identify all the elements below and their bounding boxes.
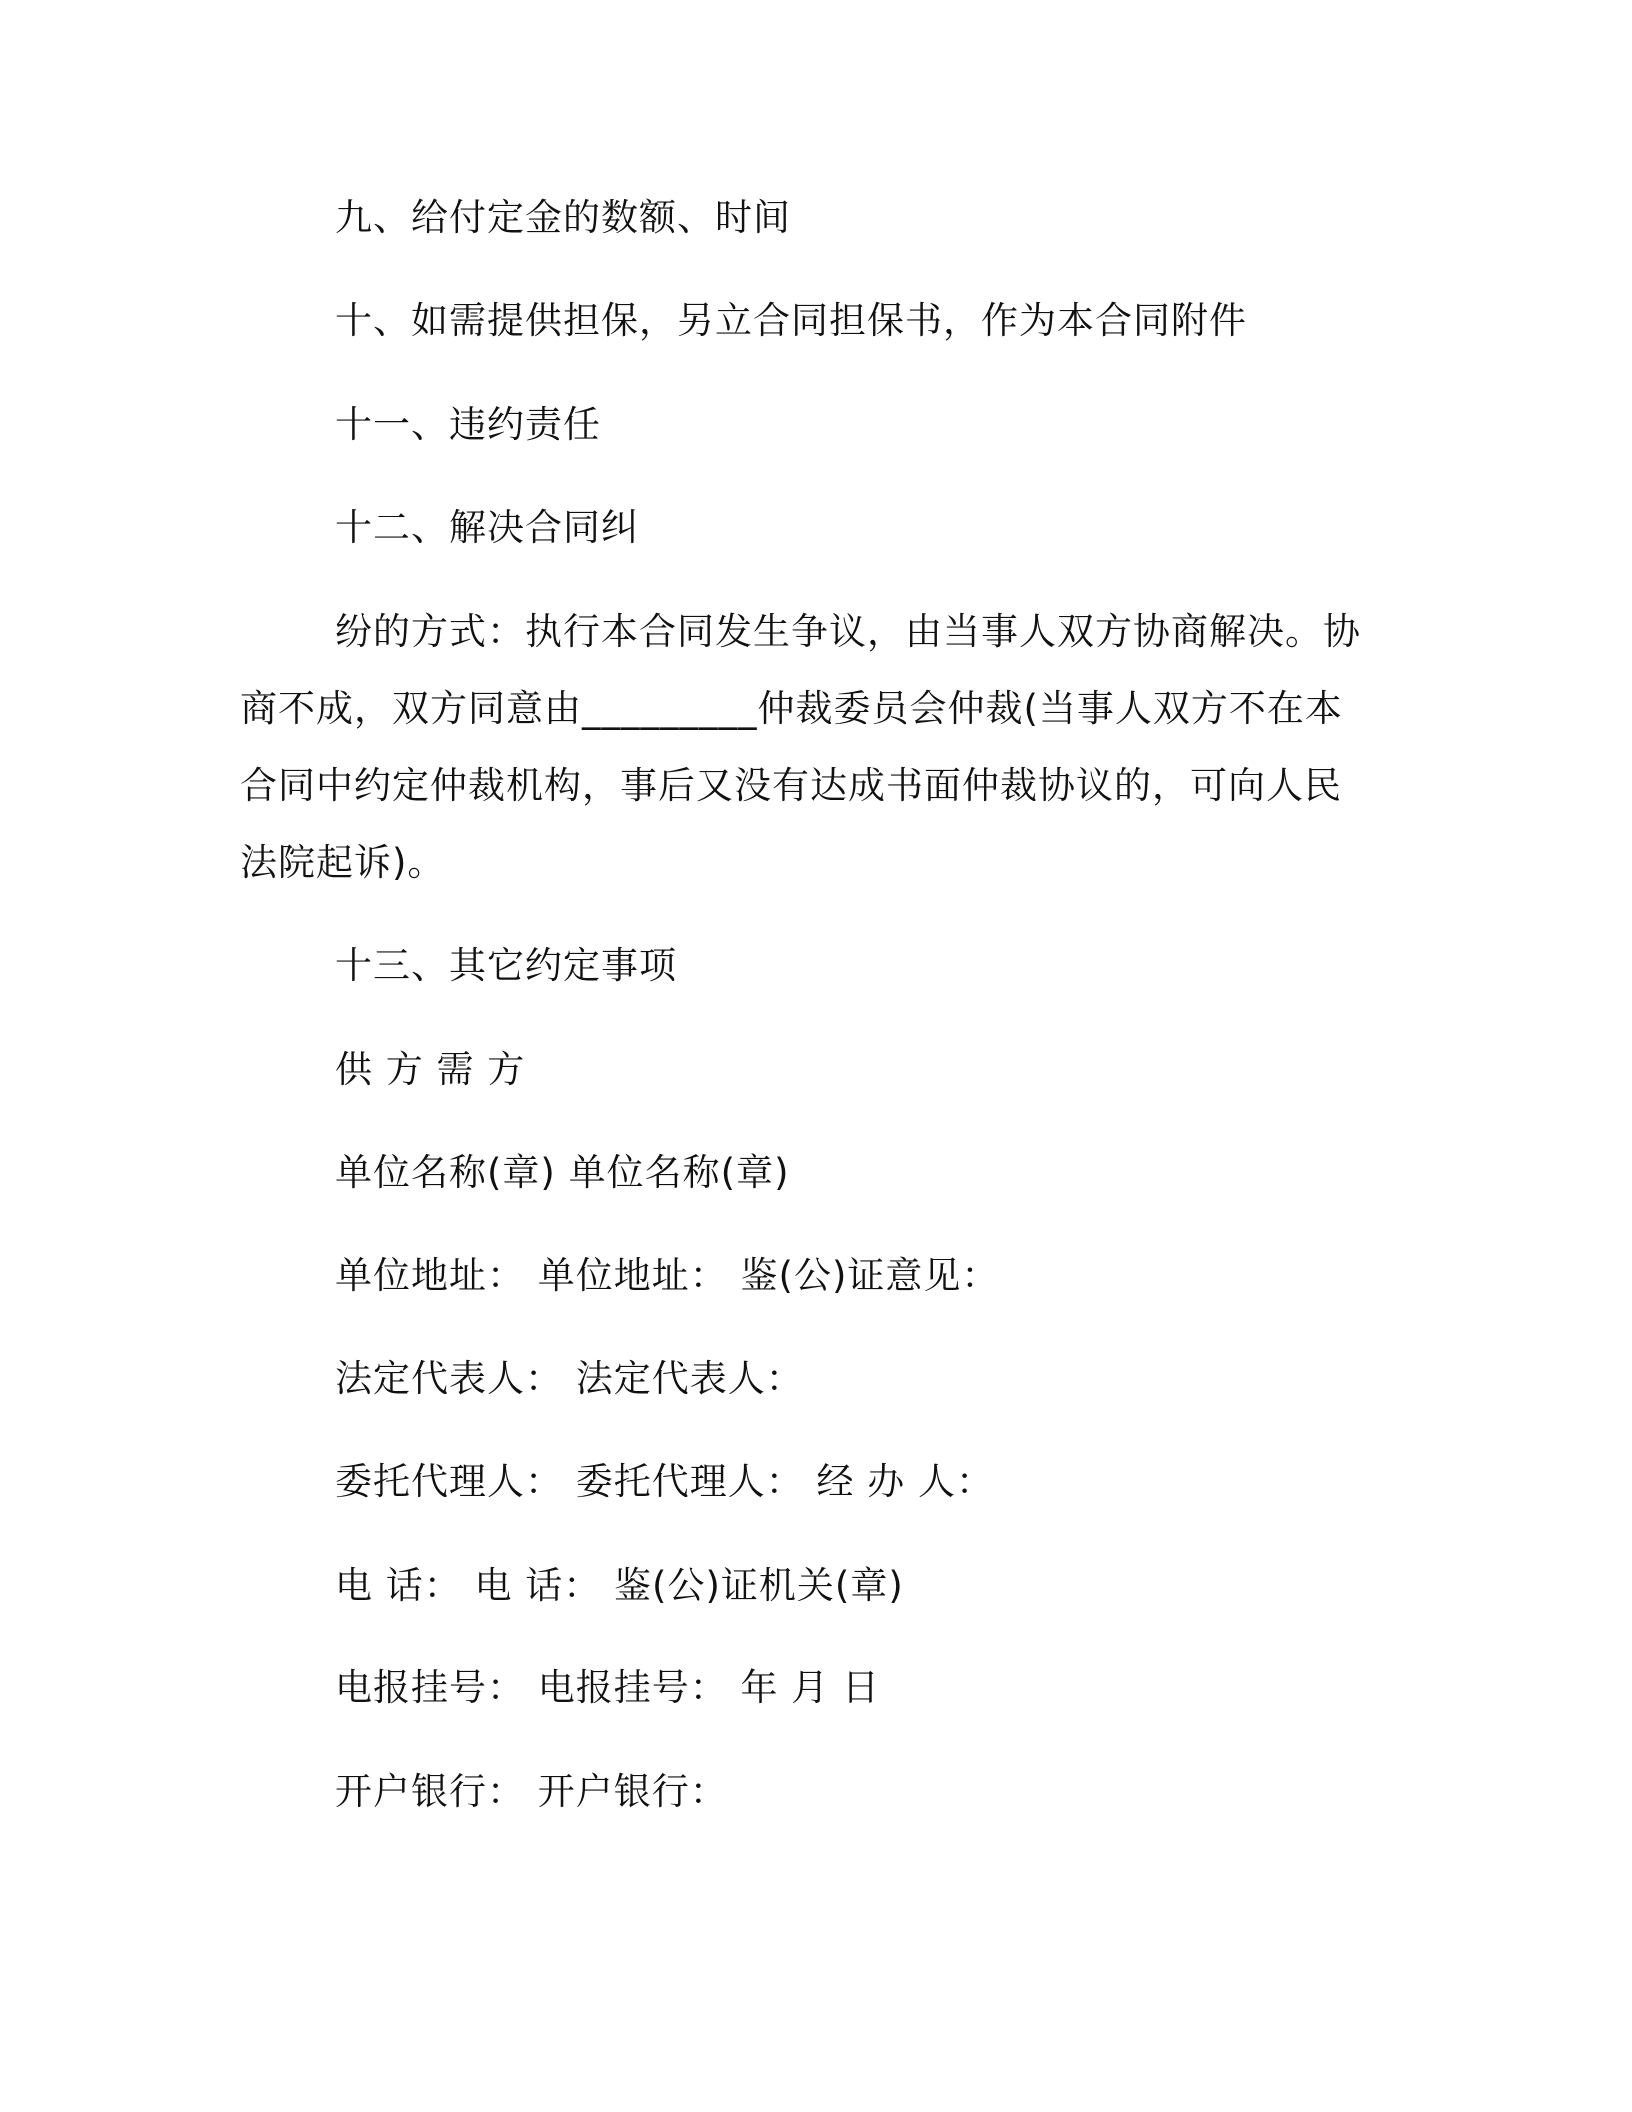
signature-authorized-agent: 委托代理人： 委托代理人： 经 办 人：: [335, 1460, 995, 1503]
clause-11-breach: 十一、违约责任: [335, 403, 601, 446]
clause-12-dispute-heading: 十二、解决合同纠: [335, 506, 639, 549]
signature-supplier-buyer: 供 方 需 方: [335, 1048, 526, 1091]
signature-telegraph: 电报挂号： 电报挂号： 年 月 日: [335, 1666, 881, 1709]
signature-unit-address: 单位地址： 单位地址： 鉴(公)证意见：: [335, 1254, 1000, 1297]
clause-13-other-matters: 十三、其它约定事项: [335, 944, 677, 987]
clause-10-guarantee: 十、如需提供担保，另立合同担保书，作为本合同附件: [335, 299, 1247, 342]
signature-unit-name: 单位名称(章) 单位名称(章): [335, 1151, 790, 1194]
signature-bank: 开户银行： 开户银行：: [335, 1770, 728, 1813]
clause-9-deposit: 九、给付定金的数额、时间: [335, 196, 791, 239]
clause-12-dispute-body: 纷的方式：执行本合同发生争议，由当事人双方协商解决。协商不成，双方同意由_________仲裁委员会仲裁(当事人双方不在本合同中约定仲裁机构，事后又没有达成书面仲裁协议的，可向人民法院起诉)。: [240, 610, 1361, 884]
signature-legal-representative: 法定代表人： 法定代表人：: [335, 1357, 804, 1400]
signature-telephone: 电 话： 电 话： 鉴(公)证机关(章): [335, 1564, 904, 1607]
